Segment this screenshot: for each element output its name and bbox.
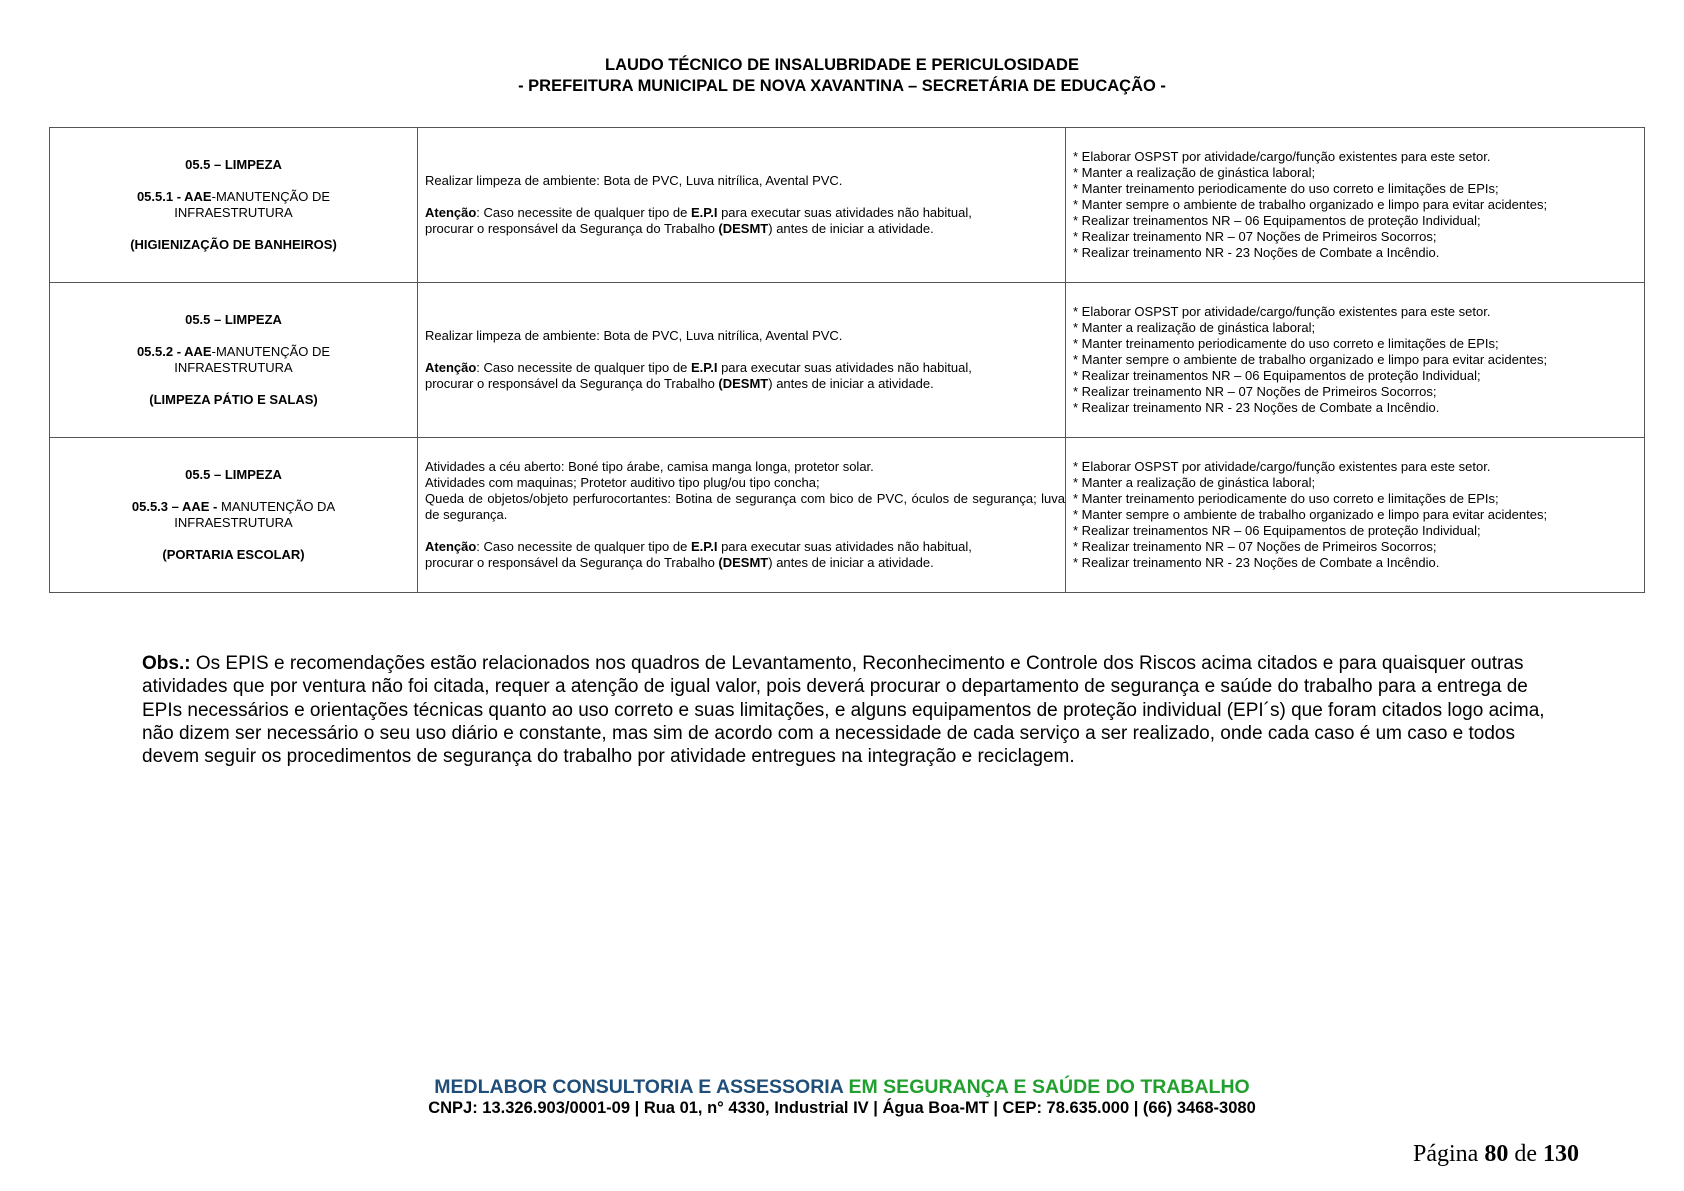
recommendation-item: * Realizar treinamento NR - 23 Noções de Combate a Incêndio. <box>1073 400 1440 415</box>
observation-label: Obs.: <box>142 653 191 674</box>
function-line <box>56 344 411 360</box>
attention-text: : Caso necessite de qualquer tipo de <box>476 539 691 554</box>
attention-text: para executar suas atividades não habitual, <box>717 360 972 375</box>
attention-text: : Caso necessite de qualquer tipo de <box>476 360 691 375</box>
workplace-label: (HIGIENIZAÇÃO DE BANHEIROS) <box>130 237 337 252</box>
risk-control-table <box>49 127 1645 593</box>
recommendation-item: * Elaborar OSPST por atividade/cargo/função existentes para este setor. <box>1073 149 1491 164</box>
recommendation-item: * Realizar treinamentos NR – 06 Equipamentos de proteção Individual; <box>1073 368 1481 383</box>
recommendation-item: * Realizar treinamento NR – 07 Noções de Primeiros Socorros; <box>1073 229 1437 244</box>
attention-note <box>425 360 1065 376</box>
sector-cell <box>50 438 418 593</box>
page-number <box>1413 1141 1579 1168</box>
recommendations-cell <box>1066 283 1645 438</box>
table-row <box>50 128 1645 283</box>
sector-title: 05.5 – LIMPEZA <box>185 157 282 172</box>
attention-text: para executar suas atividades não habitual, <box>717 539 972 554</box>
recommendation-item: * Realizar treinamento NR – 07 Noções de Primeiros Socorros; <box>1073 384 1437 399</box>
attention-text: ) antes de iniciar a atividade. <box>768 221 934 236</box>
epi-line: Atividades com maquinas; Protetor auditivo tipo plug/ou tipo concha; <box>425 475 820 490</box>
recommendation-item: * Manter sempre o ambiente de trabalho organizado e limpo para evitar acidentes; <box>1073 352 1548 367</box>
function-line <box>56 189 411 205</box>
page-total: 130 <box>1543 1141 1579 1167</box>
function-code: 05.5.1 - AAE <box>136 189 212 204</box>
footer-company-name: MEDLABOR CONSULTORIA E ASSESSORIA <box>434 1076 844 1098</box>
attention-label: Atenção <box>425 539 477 554</box>
recommendations-cell <box>1066 438 1645 593</box>
function-name-cont: INFRAESTRUTURA <box>174 205 293 220</box>
attention-epi: E.P.I <box>690 539 718 554</box>
document-subtitle: - PREFEITURA MUNICIPAL DE NOVA XAVANTINA – SECRETÁRIA DE EDUCAÇÃO - <box>518 77 1166 95</box>
attention-epi: E.P.I <box>690 360 718 375</box>
recommendation-item: * Manter sempre o ambiente de trabalho organizado e limpo para evitar acidentes; <box>1073 507 1548 522</box>
page-of: de <box>1514 1141 1537 1167</box>
function-name: -MANUTENÇÃO DE <box>211 344 331 359</box>
epi-line: Realizar limpeza de ambiente: Bota de PVC, Luva nitrílica, Avental PVC. <box>425 173 843 188</box>
recommendation-item: * Manter sempre o ambiente de trabalho organizado e limpo para evitar acidentes; <box>1073 197 1548 212</box>
recommendation-item: * Manter treinamento periodicamente do uso correto e limitações de EPIs; <box>1073 491 1499 506</box>
recommendation-item: * Manter a realização de ginástica laboral; <box>1073 475 1316 490</box>
epi-cell <box>418 438 1066 593</box>
document-title: LAUDO TÉCNICO DE INSALUBRIDADE E PERICULOSIDADE <box>605 56 1079 74</box>
footer-address: CNPJ: 13.326.903/0001-09 | Rua 01, n° 4330, Industrial IV | Água Boa-MT | CEP: 78.635.000 | (66) 3468-3080 <box>428 1099 1256 1117</box>
attention-text: procurar o responsável da Segurança do Trabalho <box>425 221 719 236</box>
attention-text: para executar suas atividades não habitual, <box>717 205 972 220</box>
attention-label: Atenção <box>425 360 477 375</box>
attention-note <box>425 539 1065 555</box>
sector-cell <box>50 128 418 283</box>
attention-text: ) antes de iniciar a atividade. <box>768 555 934 570</box>
function-code: 05.5.3 – AAE - <box>131 499 218 514</box>
attention-note <box>425 205 1065 221</box>
epi-line-justified: Queda de objetos/objeto perfurocortantes: Botina de segurança com bico de PVC, óculos de segurança; luva de segurança. <box>425 491 1065 522</box>
page-label: Página <box>1413 1141 1479 1167</box>
attention-text: ) antes de iniciar a atividade. <box>768 376 934 391</box>
recommendations-cell <box>1066 128 1645 283</box>
footer-company <box>0 1076 1684 1099</box>
attention-note-cont <box>425 221 1065 237</box>
sector-title: 05.5 – LIMPEZA <box>185 312 282 327</box>
attention-note-cont <box>425 376 1065 392</box>
attention-text: procurar o responsável da Segurança do Trabalho <box>425 555 719 570</box>
table-row <box>50 283 1645 438</box>
recommendation-item: * Manter a realização de ginástica laboral; <box>1073 320 1316 335</box>
recommendation-item: * Manter a realização de ginástica laboral; <box>1073 165 1316 180</box>
footer-company-tagline: EM SEGURANÇA E SAÚDE DO TRABALHO <box>843 1076 1250 1098</box>
attention-desmt: (DESMT <box>718 221 769 236</box>
sector-title: 05.5 – LIMPEZA <box>185 467 282 482</box>
function-name-cont: INFRAESTRUTURA <box>174 515 293 530</box>
attention-epi: E.P.I <box>690 205 718 220</box>
function-name: MANUTENÇÃO DA <box>217 499 336 514</box>
page-current: 80 <box>1484 1141 1509 1167</box>
epi-line: Atividades a céu aberto: Boné tipo árabe, camisa manga longa, protetor solar. <box>425 459 874 474</box>
function-name-cont: INFRAESTRUTURA <box>174 360 293 375</box>
workplace-label: (PORTARIA ESCOLAR) <box>162 547 305 562</box>
attention-desmt: (DESMT <box>718 555 769 570</box>
recommendation-item: * Elaborar OSPST por atividade/cargo/função existentes para este setor. <box>1073 459 1491 474</box>
recommendation-item: * Elaborar OSPST por atividade/cargo/função existentes para este setor. <box>1073 304 1491 319</box>
function-name: -MANUTENÇÃO DE <box>211 189 331 204</box>
epi-cell <box>418 128 1066 283</box>
observation-text: Os EPIS e recomendações estão relacionados nos quadros de Levantamento, Reconhecimento e Controle dos Riscos acima citados e para quaisquer outras atividades que por ventura não foi citada, requer a atenção de igual valor, pois deverá procurar o departamento de segurança e saúde do trabalho para a entrega de EPIs necessários e orientações técnicas quanto ao uso correto e suas limitações, e alguns equipamentos de proteção individual (EPI´s) que foram citados logo acima, não dizem ser necessário o seu uso diário e constante, mas sim de acordo com a necessidade de cada serviço a ser realizado, onde cada caso é um caso e todos devem seguir os procedimentos de segurança do trabalho por atividade entregues na integração e reciclagem. <box>142 653 1545 768</box>
table-row <box>50 438 1645 593</box>
function-code: 05.5.2 - AAE <box>136 344 212 359</box>
recommendation-item: * Realizar treinamento NR - 23 Noções de Combate a Incêndio. <box>1073 245 1440 260</box>
epi-line: Realizar limpeza de ambiente: Bota de PVC, Luva nitrílica, Avental PVC. <box>425 328 843 343</box>
attention-note-cont <box>425 555 1065 571</box>
epi-cell <box>418 283 1066 438</box>
attention-text: procurar o responsável da Segurança do Trabalho <box>425 376 719 391</box>
attention-text: : Caso necessite de qualquer tipo de <box>476 205 691 220</box>
attention-label: Atenção <box>425 205 477 220</box>
recommendation-item: * Realizar treinamento NR - 23 Noções de Combate a Incêndio. <box>1073 555 1440 570</box>
document-header <box>0 55 1684 97</box>
recommendation-item: * Realizar treinamento NR – 07 Noções de Primeiros Socorros; <box>1073 539 1437 554</box>
workplace-label: (LIMPEZA PÁTIO E SALAS) <box>149 392 318 407</box>
sector-cell <box>50 283 418 438</box>
recommendation-item: * Manter treinamento periodicamente do uso correto e limitações de EPIs; <box>1073 181 1499 196</box>
recommendation-item: * Manter treinamento periodicamente do uso correto e limitações de EPIs; <box>1073 336 1499 351</box>
recommendation-item: * Realizar treinamentos NR – 06 Equipamentos de proteção Individual; <box>1073 213 1481 228</box>
function-line <box>56 499 411 515</box>
observation-paragraph <box>142 652 1552 768</box>
recommendation-item: * Realizar treinamentos NR – 06 Equipamentos de proteção Individual; <box>1073 523 1481 538</box>
attention-desmt: (DESMT <box>718 376 769 391</box>
